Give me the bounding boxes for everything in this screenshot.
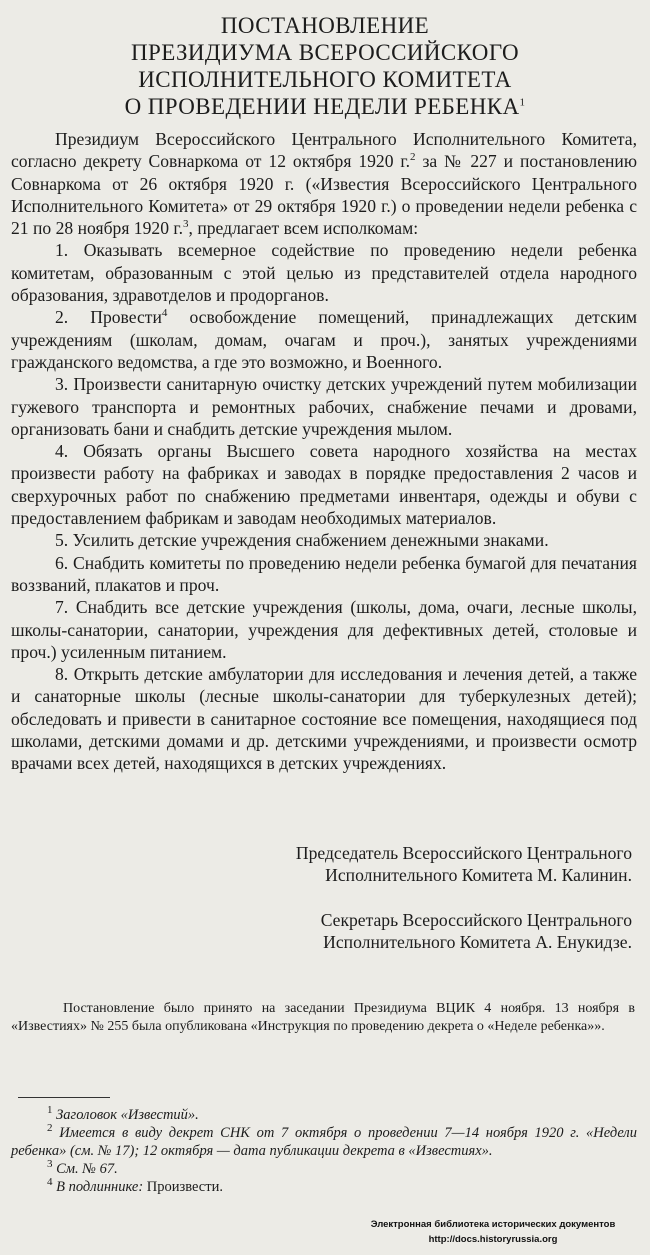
library-credit (348, 1217, 638, 1247)
chairman-line-2: Исполнительного Комитета М. Калинин. (325, 865, 632, 886)
chairman-line-1: Председатель Всероссийского Центрального (295, 843, 632, 863)
preamble-part-1: Президиум Всероссийского Центрального Исполнительного Комитета, согласно декрету Совнаркома от 12 октября 1920 г. (11, 129, 637, 172)
preamble-part-3: , предлагает всем исполкомам: (188, 218, 419, 239)
item-5: 5. Усилить детские учреждения снабжением денежными знаками. (55, 530, 549, 551)
editorial-note-text: Постановление было принято на заседании Президиума ВЦИК 4 ноября. 13 ноября в «Известиях» № 255 была опубликована «Инструкция по проведению декрета о «Неделе ребенка»». (11, 1001, 635, 1034)
item-2-part-1: 2. Провести (55, 307, 162, 328)
footnote-ref-1: 1 (519, 96, 526, 109)
title-line-1: ПОСТАНОВЛЕНИЕ (220, 13, 430, 38)
secretary-line-2: Исполнительного Комитета А. Енукидзе. (323, 932, 632, 953)
item-2 (11, 306, 637, 373)
footnote-1-mark: 1 (47, 1104, 53, 1117)
preamble-paragraph (11, 128, 637, 239)
footnote-4 (11, 1178, 637, 1196)
footnote-3 (11, 1160, 637, 1178)
footnote-2-mark: 2 (47, 1122, 53, 1135)
footnotes (11, 1106, 637, 1196)
footnote-ref-3: 3 (183, 218, 189, 231)
footnote-4-mark: 4 (47, 1176, 53, 1189)
library-url[interactable]: http://docs.historyrussia.org (428, 1234, 558, 1245)
footnote-4-label: В подлиннике: (56, 1179, 144, 1195)
document-body (11, 128, 637, 775)
editorial-note (11, 1000, 635, 1036)
document-title (0, 12, 650, 120)
footnote-3-mark: 3 (47, 1158, 53, 1171)
chairman-signature (0, 842, 632, 887)
preamble-part-2: за № 227 и постановлению Совнаркома от 26 октября 1920 г. («Известия Всероссийского Центрального Исполнительного Комитета» от 29 октября 1920 г.) о проведении недели ребенка с 21 по 28 ноября 1920 г. (11, 151, 637, 239)
footnote-ref-4: 4 (161, 307, 168, 320)
title-line-4 (0, 93, 650, 120)
footnote-1-text: Заголовок «Известий». (56, 1107, 199, 1123)
title-line-2: ПРЕЗИДИУМА ВСЕРОССИЙСКОГО (131, 40, 519, 65)
footnote-2 (11, 1124, 637, 1160)
item-2-part-2: освобождение помещений, принадлежащих детским учреждениям (школам, домам, очагам и проч.), занятых учреждениями гражданского ведомства, а где это возможно, и Военного. (11, 307, 637, 372)
title-line-3: ИСПОЛНИТЕЛЬНОГО КОМИТЕТА (138, 67, 512, 92)
secretary-line-1: Секретарь Всероссийского Центрального (320, 910, 632, 930)
item-6: 6. Снабдить комитеты по проведению недели ребенка бумагой для печатания воззваний, плакатов и проч. (11, 552, 637, 595)
item-1: 1. Оказывать всемерное содействие по проведению недели ребенка комитетам, образованным с этой целью из представителей отдела народного образования, здравотделов и продорганов. (11, 240, 637, 306)
footnote-4-value: Произвести. (143, 1179, 223, 1195)
item-4: 4. Обязать органы Высшего совета народного хозяйства на местах произвести работу на фабриках и заводах в порядке предоставления 2 часов и сверхурочных работ по снабжению предметами инвентаря, одежды и обуви с предоставлением фабрикам и заводам необходимых материалов. (11, 441, 637, 529)
item-8: 8. Открыть детские амбулатории для исследования и лечения детей, а также и санаторные школы (лесные школы-санатории для туберкулезных детей); обследовать и привести в санитарное состояние все помещения, находящиеся под школами, детскими домами и др. детскими учреждениями, и произвести осмотр врачами всех детей, находящихся в детских учреждениях. (11, 664, 637, 774)
footnote-divider (18, 1097, 110, 1098)
footnote-3-text: См. № 67. (56, 1161, 118, 1177)
item-7: 7. Снабдить все детские учреждения (школы, дома, очаги, лесные школы, школы-санатории, санатории, учреждения для дефективных детей, столовые и проч.) усиленным питанием. (11, 597, 637, 662)
footnote-1 (11, 1106, 637, 1124)
footnote-ref-2: 2 (410, 151, 416, 164)
title-line-4-text: О ПРОВЕДЕНИИ НЕДЕЛИ РЕБЕНКА (124, 94, 520, 119)
secretary-signature (0, 909, 632, 954)
library-name: Электронная библиотека исторических документов (370, 1219, 616, 1230)
footnote-2-text: Имеется в виду декрет СНК от 7 октября о проведении 7—14 ноября 1920 г. «Недели ребенка» (см. № 17); 12 октября — дата публикации декрета в «Известиях». (11, 1125, 638, 1159)
item-3: 3. Произвести санитарную очистку детских учреждений путем мобилизации гужевого транспорта и ремонтных рабочих, снабжение печами и дровами, организовать бани и снабдить детские учреждения мылом. (11, 374, 637, 439)
